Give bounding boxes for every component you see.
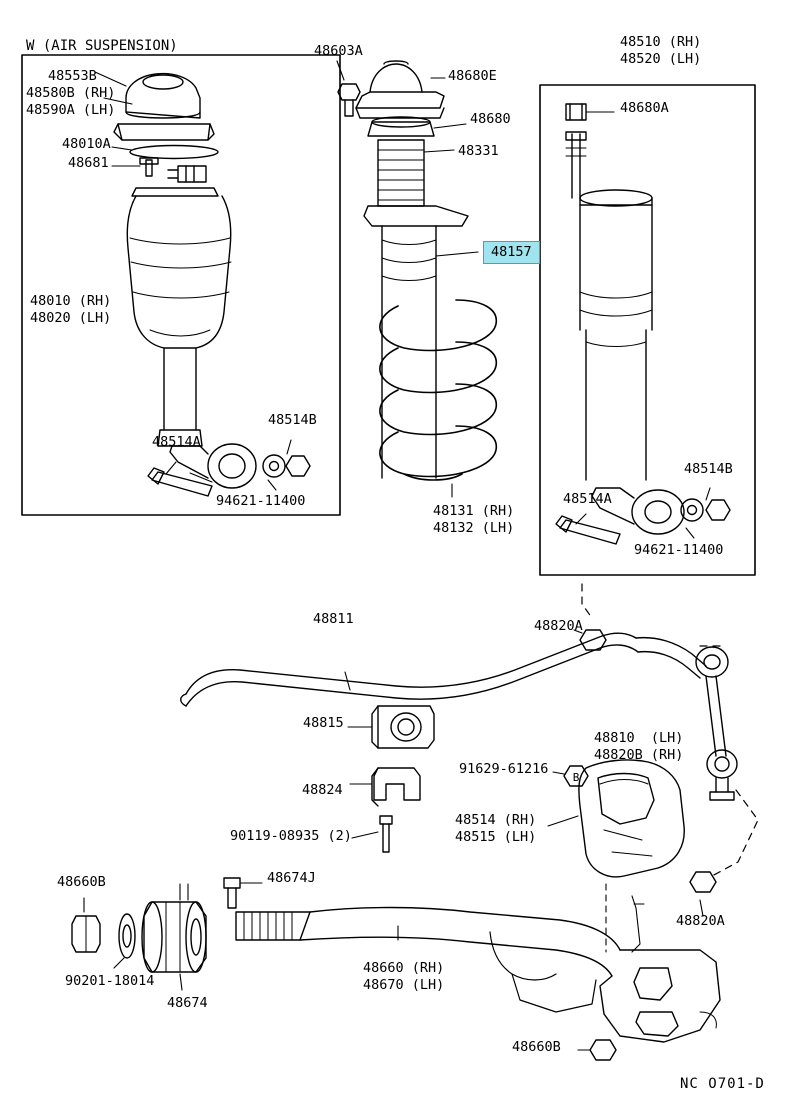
part-label-48660b-left: 48660B — [57, 874, 106, 890]
part-label-48010a: 48010A — [62, 136, 111, 152]
part-label-91629-61216: 91629-61216 — [459, 761, 549, 777]
part-label-48681: 48681 — [68, 155, 109, 171]
air-suspension-box-title: W (AIR SUSPENSION) — [26, 38, 178, 54]
part-label-48660-rh: 48660 (RH) — [363, 960, 445, 976]
part-label-48010-rh: 48010 (RH) — [30, 293, 112, 309]
part-label-48514a-rear: 48514A — [563, 491, 612, 507]
part-label-94621-rear: 94621-11400 — [634, 542, 724, 558]
part-label-90119-08935: 90119-08935 (2) — [230, 828, 352, 844]
part-label-48811: 48811 — [313, 611, 354, 627]
part-label-48515-lh: 48515 (LH) — [455, 829, 537, 845]
part-label-48580b: 48580B (RH) — [26, 85, 116, 101]
diagram-footer-code: NC O701-D — [680, 1076, 765, 1092]
part-label-48132-lh: 48132 (LH) — [433, 520, 515, 536]
part-label-48820a-lower: 48820A — [676, 913, 725, 929]
part-label-48603a: 48603A — [314, 43, 363, 59]
part-label-48590a: 48590A (LH) — [26, 102, 116, 118]
part-label-48514-rh: 48514 (RH) — [455, 812, 537, 828]
part-label-48815: 48815 — [303, 715, 344, 731]
part-label-48514b-front: 48514B — [268, 412, 317, 428]
part-label-48520-lh: 48520 (LH) — [620, 51, 702, 67]
part-label-48824: 48824 — [302, 782, 343, 798]
part-label-48680e: 48680E — [448, 68, 497, 84]
part-label-48680: 48680 — [470, 111, 511, 127]
part-label-48810-lh: 48810 (LH) — [594, 730, 684, 746]
part-label-48674: 48674 — [167, 995, 208, 1011]
part-label-94621-front: 94621-11400 — [216, 493, 306, 509]
part-label-48680a: 48680A — [620, 100, 669, 116]
part-label-48820b-rh: 48820B (RH) — [594, 747, 684, 763]
part-label-90201-18014: 90201-18014 — [65, 973, 155, 989]
part-label-48674j: 48674J — [267, 870, 316, 886]
part-label-48131-rh: 48131 (RH) — [433, 503, 515, 519]
part-label-48331: 48331 — [458, 143, 499, 159]
part-label-48660b-bottom: 48660B — [512, 1039, 561, 1055]
part-label-48820a-upper: 48820A — [534, 618, 583, 634]
part-label-48670-lh: 48670 (LH) — [363, 977, 445, 993]
part-label-48553b: 48553B — [48, 68, 97, 84]
part-label-48514a-front: 48514A — [152, 434, 201, 450]
part-label-48514b-rear: 48514B — [684, 461, 733, 477]
part-label-48510-rh: 48510 (RH) — [620, 34, 702, 50]
part-label-48020-lh: 48020 (LH) — [30, 310, 112, 326]
highlighted-part-48157[interactable]: 48157 — [483, 241, 540, 264]
svg-text:B: B — [572, 771, 580, 784]
